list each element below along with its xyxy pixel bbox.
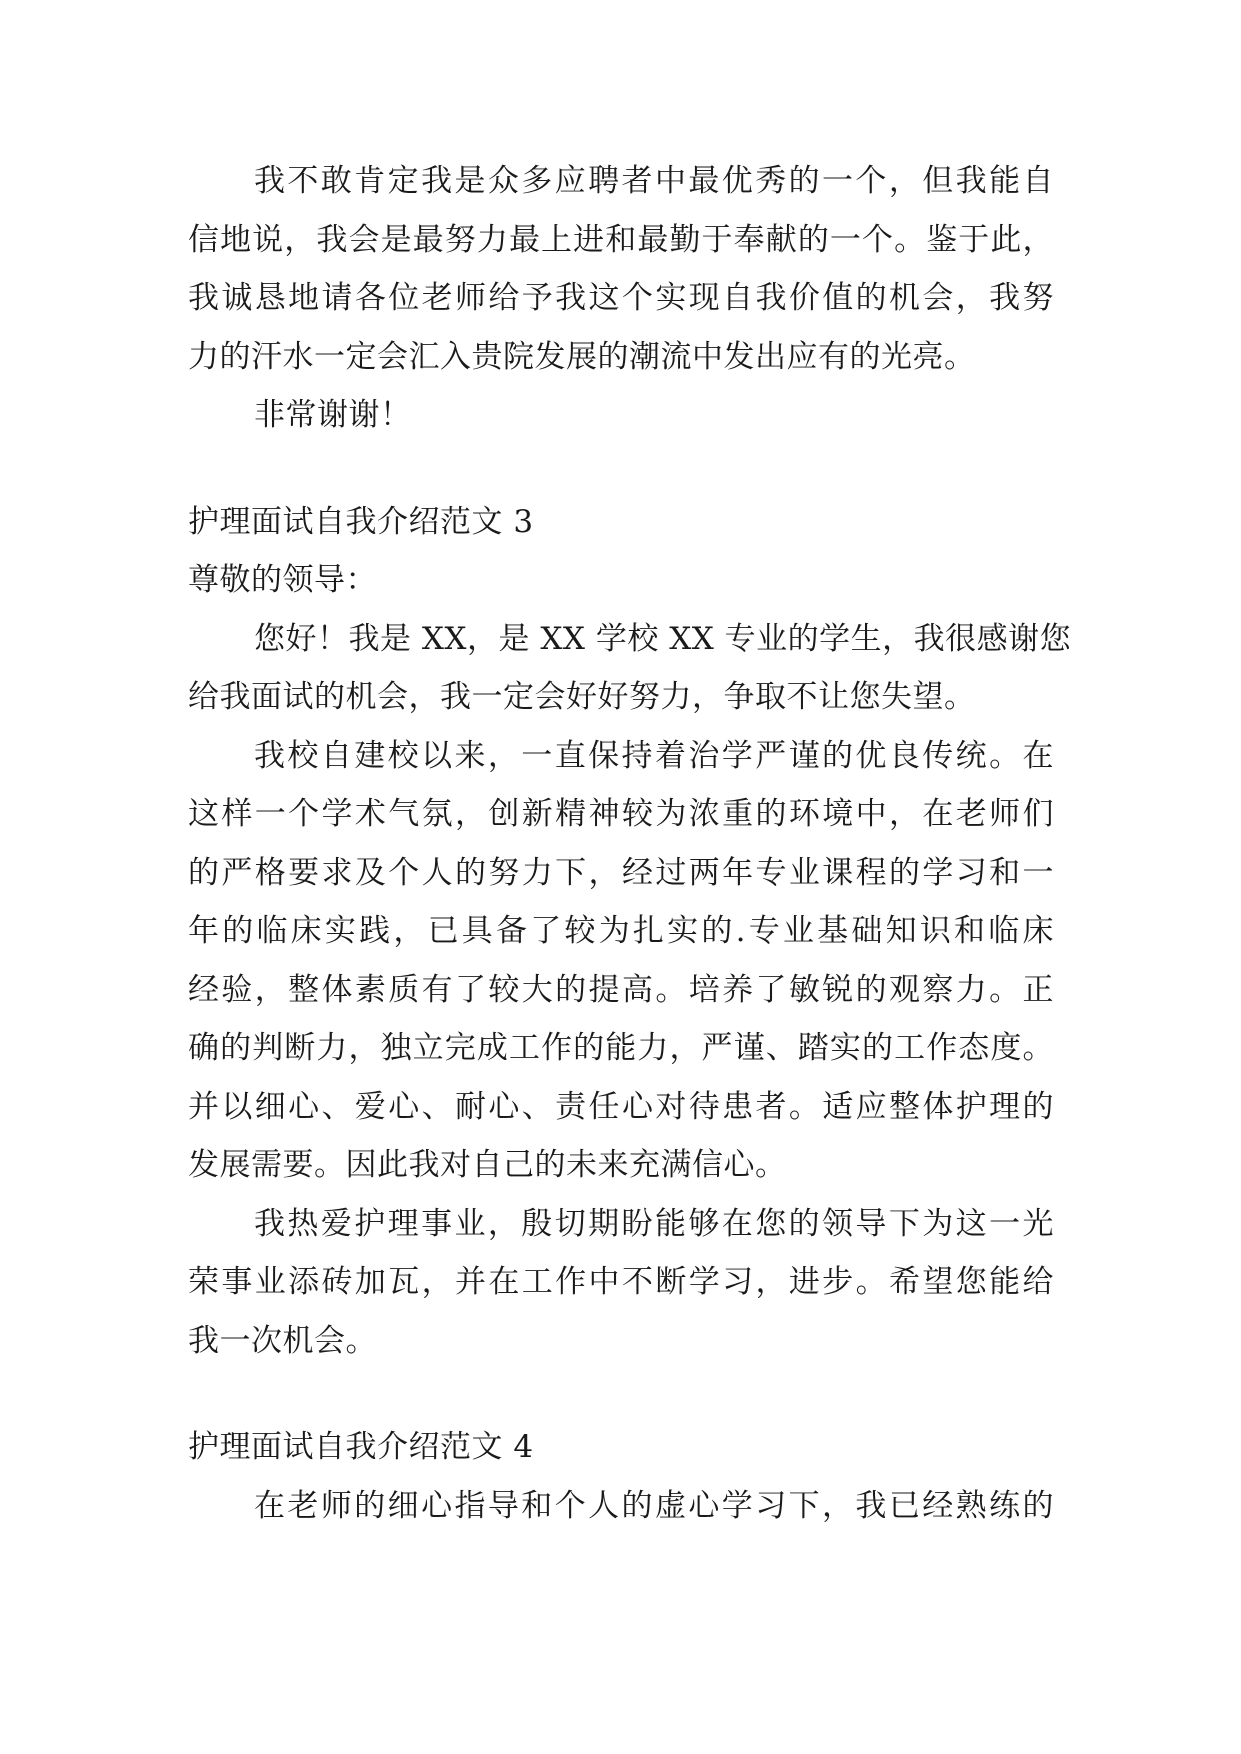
text-line: 的严格要求及个人的努力下，经过两年专业课程的学习和一 <box>188 854 1054 891</box>
section-spacer <box>188 445 1054 493</box>
paragraph-aspiration <box>188 1195 1054 1371</box>
text-line: 荣事业添砖加瓦，并在工作中不断学习，进步。希望您能给 <box>188 1264 1054 1300</box>
section-title: 护理面试自我介绍范文 3 <box>188 503 534 540</box>
text-line: 给我面试的机会，我一定会好好努力，争取不让您失望。 <box>188 679 976 715</box>
text-line: 我校自建校以来，一直保持着治学严谨的优良传统。在 <box>254 737 1054 774</box>
text-line: 力的汗水一定会汇入贵院发展的潮流中发出应有的光亮。 <box>188 338 976 375</box>
paragraph-skills <box>188 1477 1054 1536</box>
text-line: 确的判断力，独立完成工作的能力，严谨、踏实的工作态度。 <box>188 1030 1054 1066</box>
text-line: 年的临床实践，已具备了较为扎实的.专业基础知识和临床 <box>188 913 1054 949</box>
text-line: 经验，整体素质有了较大的提高。培养了敏锐的观察力。正 <box>188 971 1054 1008</box>
text-line: 您好！我是 XX，是 XX 学校 XX 专业的学生，我很感谢您 <box>254 620 1072 657</box>
closing-thanks: 非常谢谢！ <box>254 397 412 433</box>
text-line: 在老师的细心指导和个人的虚心学习下，我已经熟练的 <box>254 1487 1054 1524</box>
text-line: 这样一个学术气氛，创新精神较为浓重的环境中，在老师们 <box>188 796 1054 832</box>
text-line: 并以细心、爱心、耐心、责任心对待患者。适应整体护理的 <box>188 1088 1054 1125</box>
text-line: 发展需要。因此我对自己的未来充满信心。 <box>188 1147 787 1183</box>
text-line: 我一次机会。 <box>188 1322 377 1359</box>
section-title: 护理面试自我介绍范文 4 <box>188 1429 534 1465</box>
paragraph-closing-statement <box>188 152 1054 386</box>
section-spacer <box>188 1370 1054 1418</box>
paragraph-greeting <box>188 610 1072 727</box>
salutation: 尊敬的领导： <box>188 562 377 598</box>
text-line: 我热爱护理事业，殷切期盼能够在您的领导下为这一光 <box>254 1205 1054 1242</box>
document-body <box>188 152 1072 1535</box>
text-line: 信地说，我会是最努力最上进和最勤于奉献的一个。鉴于此， <box>188 221 1054 258</box>
paragraph-education <box>188 727 1054 1195</box>
text-line: 我诚恳地请各位老师给予我这个实现自我价值的机会，我努 <box>188 280 1054 316</box>
text-line: 我不敢肯定我是众多应聘者中最优秀的一个，但我能自 <box>254 163 1054 199</box>
